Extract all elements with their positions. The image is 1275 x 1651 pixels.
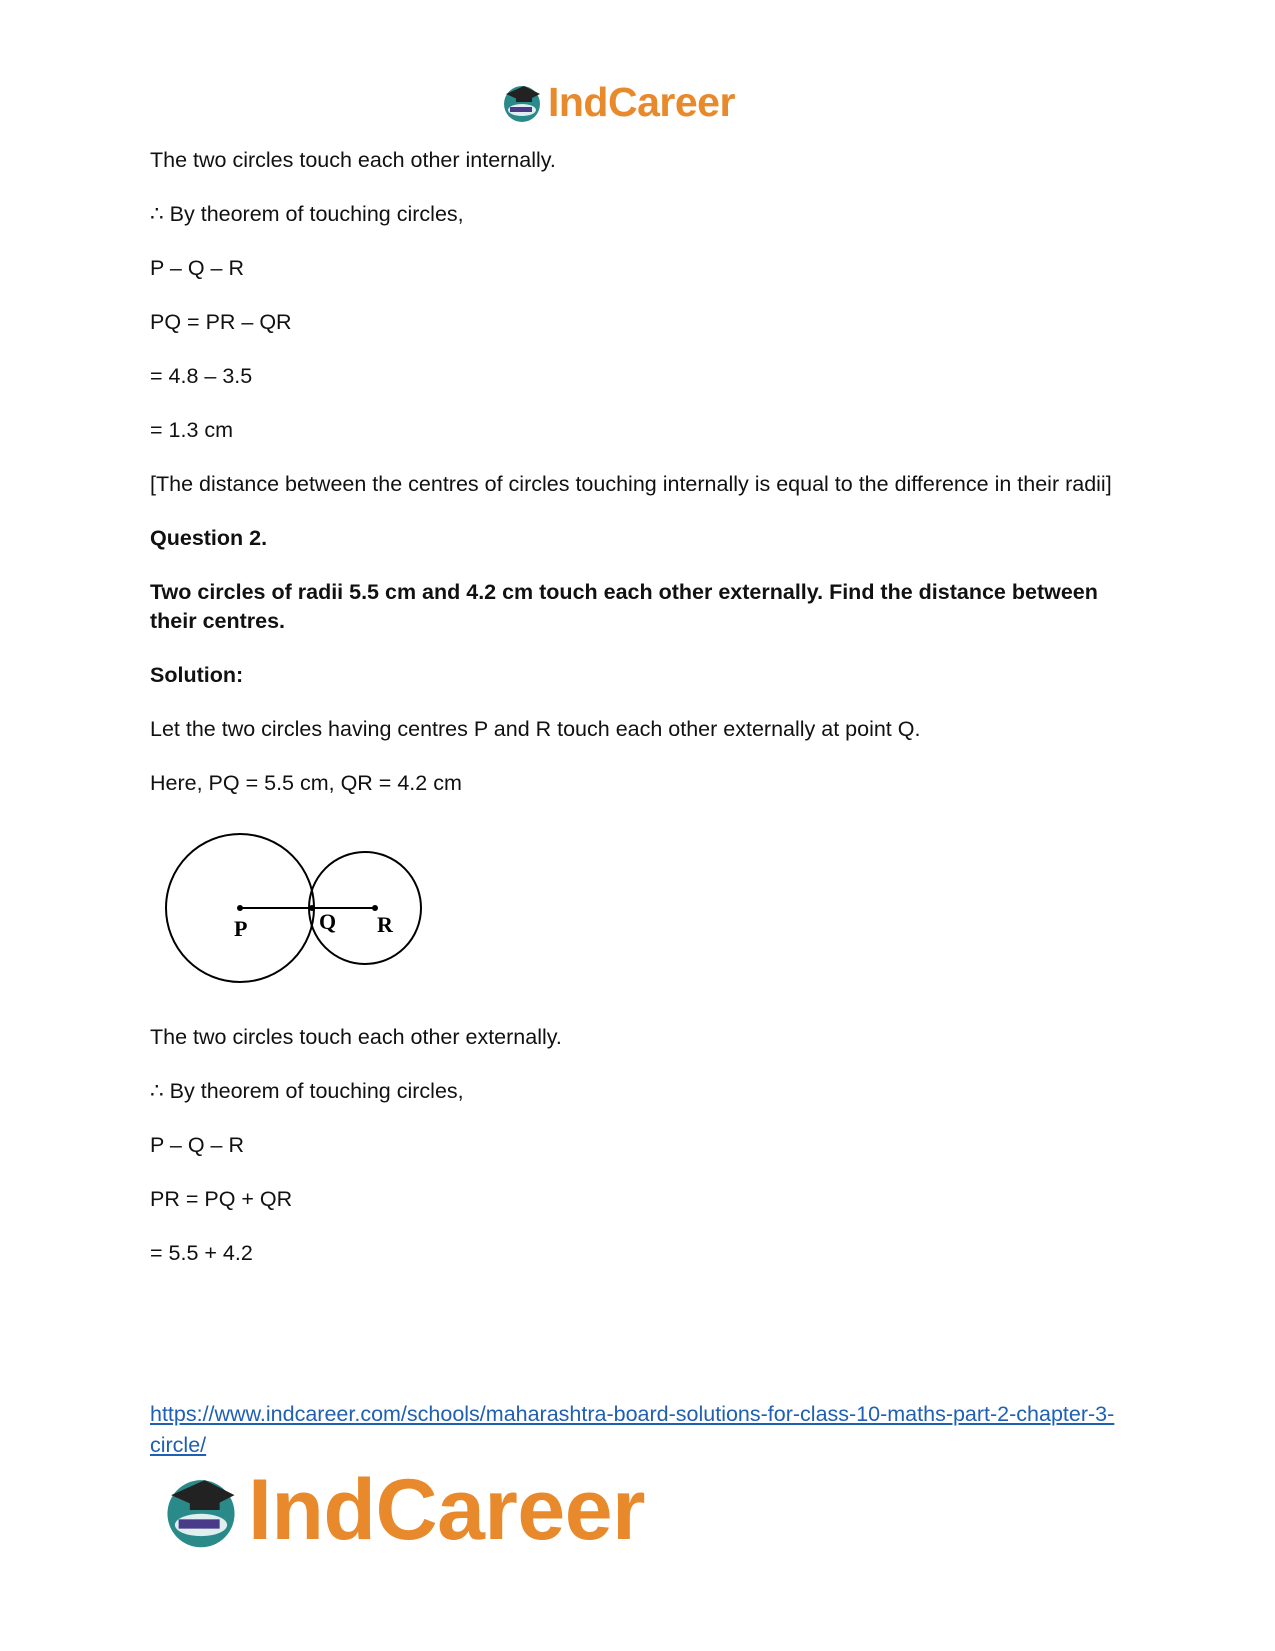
text-line: P – Q – R — [150, 1133, 245, 1157]
point-r — [372, 905, 378, 911]
page-content — [150, 146, 1130, 1293]
source-link[interactable]: https://www.indcareer.com/schools/maharashtra-board-solutions-for-class-10-maths-part-2-chapter-3-circle/ — [150, 1402, 1115, 1457]
point-p — [237, 905, 243, 911]
note-text: [The distance between the centres of circles touching internally is equal to the difference in their radii] — [150, 472, 1112, 496]
label-r: R — [377, 912, 393, 937]
header-logo — [500, 78, 735, 126]
text-line: PQ = PR – QR — [150, 310, 292, 334]
text-line: P – Q – R — [150, 256, 245, 280]
text-line: Let the two circles having centres P and R touch each other externally at point Q. — [150, 717, 921, 741]
text-line: = 5.5 + 4.2 — [150, 1241, 253, 1265]
text-line: PR = PQ + QR — [150, 1187, 293, 1211]
label-q: Q — [319, 909, 337, 934]
question-heading: Question 2. — [150, 526, 268, 550]
source-link-block — [150, 1399, 1140, 1461]
graduation-globe-icon — [500, 80, 544, 124]
text-line: ∴ By theorem of touching circles, — [150, 202, 464, 226]
text-line: The two circles touch each other externally. — [150, 1025, 562, 1049]
footer-logo-text: IndCareer — [248, 1461, 645, 1558]
text-line: = 1.3 cm — [150, 418, 234, 442]
text-line: Here, PQ = 5.5 cm, QR = 4.2 cm — [150, 771, 462, 795]
text-line: = 4.8 – 3.5 — [150, 364, 253, 388]
header-logo-text: IndCareer — [548, 78, 735, 125]
text-line: The two circles touch each other internally. — [150, 148, 556, 172]
question-text: Two circles of radii 5.5 cm and 4.2 cm touch each other externally. Find the distance between their centres. — [150, 580, 1098, 633]
solution-heading: Solution: — [150, 663, 244, 687]
touching-circles-figure — [160, 823, 480, 993]
footer-logo — [160, 1461, 645, 1558]
graduation-globe-icon — [160, 1469, 242, 1551]
label-p: P — [234, 916, 248, 941]
point-q — [309, 905, 315, 911]
text-line: ∴ By theorem of touching circles, — [150, 1079, 464, 1103]
